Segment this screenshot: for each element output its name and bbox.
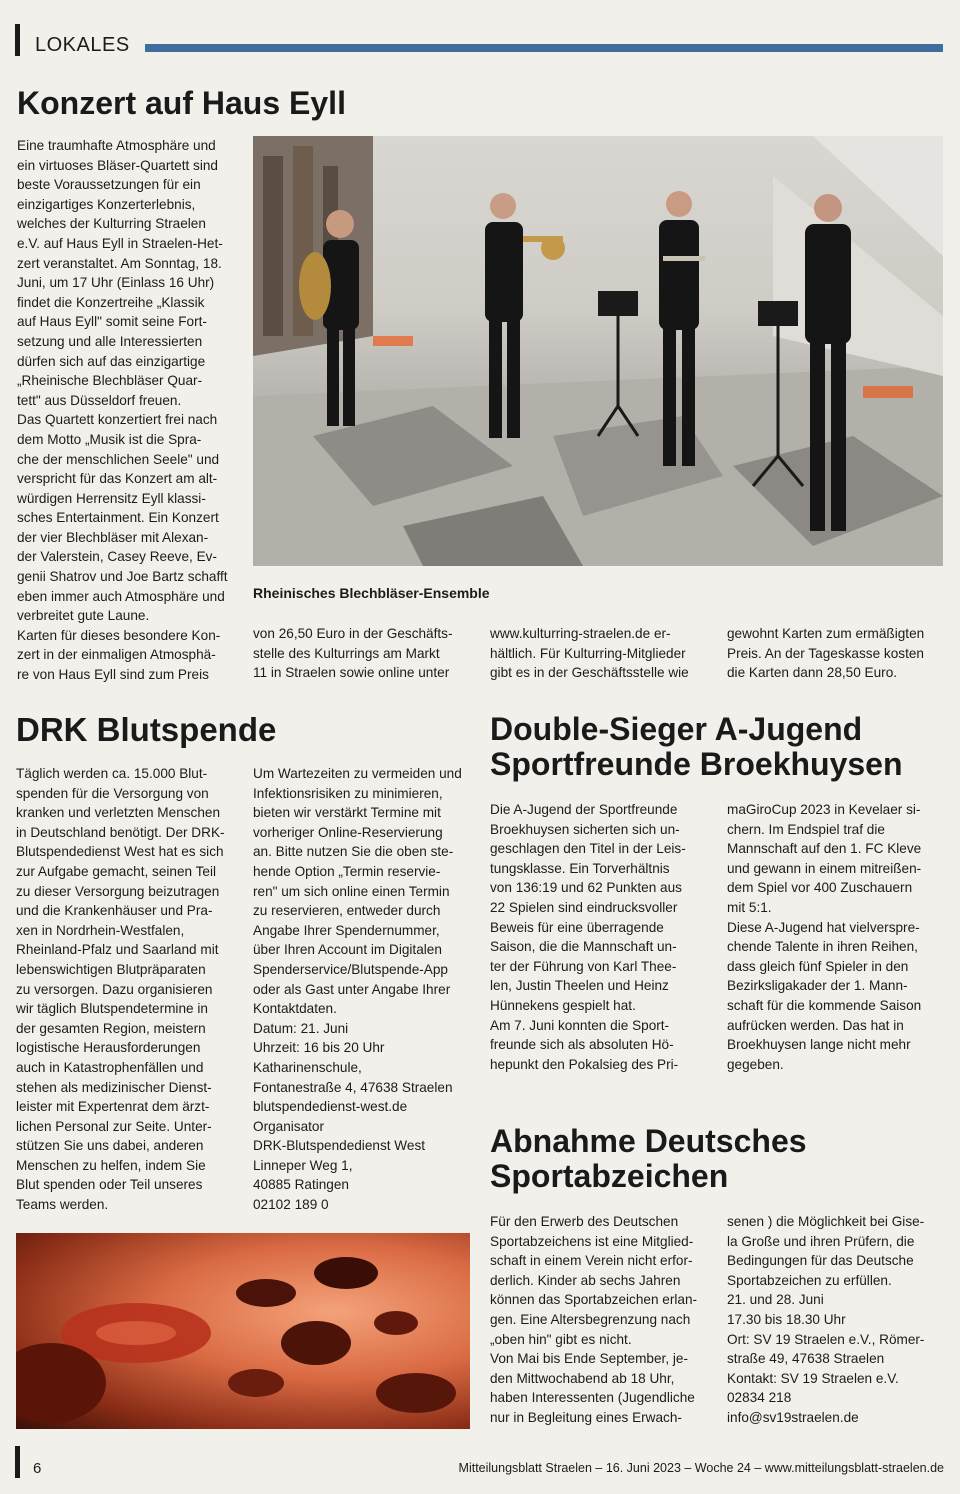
text-line: Kontaktdaten. [253,1001,337,1017]
text-line: lebenswichtigen Blutpräparaten [16,961,206,977]
text-line: welches der Kulturring Straelen [17,216,206,232]
text-line: Datum: 21. Juni [253,1020,349,1036]
article3-title [490,712,950,782]
text-line: freunde sich als absoluten Hö- [490,1037,674,1053]
text-line: chende Talente in ihren Reihen, [727,939,918,955]
text-line: Blut spenden oder Teil unseres [16,1177,203,1193]
text-line: kranken und verletzten Menschen [16,805,221,821]
text-line: schaft in einem Verein nicht erfor- [490,1253,693,1269]
article1-column-3 [490,624,706,683]
text-line: vorheriger Online-Reservierung [253,824,443,840]
text-line: tungsklasse. Ein Torverhältnis [490,860,670,876]
text-line: dass gleich fünf Spieler in den [727,958,909,974]
text-line: stelle des Kulturrings am Markt [253,645,440,661]
text-line: Broekhuysen lange nicht mehr [727,1037,911,1053]
text-line: auf Haus Eyll" somit seine Fort- [17,314,207,330]
text-line: xen in Nordrhein-Westfalen, [16,922,185,938]
article3-column-2 [727,800,943,1074]
text-line: Linneper Weg 1, [253,1157,353,1173]
text-line: Bezirksligakader der 1. Mann- [727,978,908,994]
text-line: zert in der einmaligen Atmosphä- [17,647,216,663]
text-line: stützen Sie uns dabei, anderen [16,1138,204,1154]
text-line: und die Krankenhäuser und Pra- [16,903,213,919]
text-line: mit 5:1. [727,899,772,915]
text-line: len, Justin Theelen und Heinz [490,978,669,994]
text-line: leister mit Expertenrat dem ärzt- [16,1099,210,1115]
text-line: über Ihren Account im Digitalen [253,942,442,958]
text-line: sches Entertainment. Ein Konzert [17,510,219,526]
text-line: straße 49, 47638 Straelen [727,1351,885,1367]
text-line: gibt es in der Geschäftsstelle wie [490,665,689,681]
text-line: oder als Gast unter Angabe Ihrer [253,981,451,997]
text-line: die Karten dann 28,50 Euro. [727,665,898,681]
text-line: ren" um sich online einen Termin [253,883,450,899]
text-line: würdigen Herrensitz Eyll klassi- [17,490,206,506]
text-line: wir täglich Blutspendetermine in [16,1001,208,1017]
text-line: Broekhuysen sicherten sich un- [490,821,680,837]
text-line: findet die Konzertreihe „Klassik [17,294,205,310]
text-line: schaft für die kommende Saison [727,997,922,1013]
text-line: beste Voraussetzungen für ein [17,177,201,193]
text-line: Am 7. Juni konnten die Sport- [490,1017,670,1033]
text-line: Saison, die die Mannschaft un- [490,939,677,955]
text-line: setzung und alle Interessierten [17,333,203,349]
text-line: Ort: SV 19 Straelen e.V., Römer- [727,1331,925,1347]
text-line: ein virtuoses Bläser-Quartett sind [17,157,218,173]
text-line: bieten wir verstärkt Termine mit [253,805,441,821]
footer-marker [15,1446,20,1478]
text-line: der gesamten Region, meistern [16,1020,206,1036]
text-line: der Valerstein, Casey Reeve, Ev- [17,549,217,565]
concert-photo [253,136,943,566]
text-line: genii Shatrov und Joe Bartz schafft [17,569,228,585]
text-line: www.kulturring-straelen.de er- [490,626,671,641]
text-line: „oben hin" gibt es nicht. [490,1331,632,1347]
blood-cells-image [16,1233,470,1429]
text-line: haben Interessenten (Jugendliche [490,1390,695,1406]
text-line: „Rheinische Blechbläser Quar- [17,373,203,389]
text-line: lichen Personal zur Seite. Unter- [16,1118,212,1134]
text-line: Fontanestraße 4, 47638 Straelen [253,1079,453,1095]
text-line: Die A-Jugend der Sportfreunde [490,802,678,817]
text-line: Bedingungen für das Deutsche [727,1253,914,1269]
text-line: Rheinland-Pfalz und Saarland mit [16,942,219,958]
text-line: re von Haus Eyll sind zum Preis [17,667,209,683]
text-line: spenden für die Versorgung von [16,785,209,801]
text-line: auch in Katastrophenfällen und [16,1059,204,1075]
article2-column-2 [253,764,470,1215]
text-line: hältlich. Für Kulturring-Mitglieder [490,645,686,661]
text-line: zert veranstaltet. Am Sonntag, 18. [17,255,222,271]
article1-title: Konzert auf Haus Eyll [17,85,346,121]
article1-column-2 [253,624,469,683]
text-line: Menschen zu helfen, indem Sie [16,1157,206,1173]
article1-column-4 [727,624,943,683]
page-number: 6 [33,1460,42,1477]
text-line: von 26,50 Euro in der Geschäfts- [253,626,453,641]
text-line: Für den Erwerb des Deutschen [490,1214,679,1229]
text-line: zur Aufgabe gemacht, seinen Teil [16,863,217,879]
text-line: blutspendedienst-west.de [253,1099,408,1115]
text-line: la Große und ihren Prüfern, die [727,1233,915,1249]
section-rule [145,44,943,52]
text-line: gegeben. [727,1056,784,1072]
text-line: einzigartiges Konzerterlebnis, [17,196,196,212]
text-line: Juni, um 17 Uhr (Einlass 16 Uhr) [17,275,215,291]
text-line: Spenderservice/Blutspende-App [253,961,448,977]
text-line: Sportabzeichens ist eine Mitglied- [490,1233,694,1249]
text-line: Beweis für eine überragende [490,919,664,935]
article4-column-1 [490,1212,706,1428]
text-line: und gewann in einem mitreißen- [727,860,922,876]
text-line: zu dieser Versorgung beizutragen [16,883,220,899]
text-line: Von Mai bis Ende September, je- [490,1351,688,1367]
text-line: dem Spiel vor 400 Zuschauern [727,880,913,896]
article4-title-line2: Sportabzeichen [490,1158,729,1195]
text-line: zu versorgen. Dazu organisieren [16,981,213,997]
text-line: Mannschaft auf den 1. FC Kleve [727,841,922,857]
section-label: LOKALES [35,34,130,56]
text-line: Hünnekens gespielt hat. [490,997,636,1013]
text-line: der vier Blechbläser mit Alexan- [17,529,209,545]
article3-title-line1: Double-Sieger A-Jugend [490,711,863,747]
text-line: dürfen sich auf das einzigartige [17,353,206,369]
text-line: Uhrzeit: 16 bis 20 Uhr [253,1040,385,1056]
footer-meta: Mitteilungsblatt Straelen – 16. Juni 2023 – Woche 24 – www.mitteilungsblatt-straelen.de [458,1461,944,1475]
photo-caption: Rheinisches Blechbläser-Ensemble [253,585,490,601]
text-line: Infektionsrisiken zu minimieren, [253,785,443,801]
text-line: Preis. An der Tageskasse kosten [727,645,924,661]
article3-column-1 [490,800,706,1074]
text-line: ter der Führung von Karl Thee- [490,958,677,974]
text-line: geschlagen den Titel in der Leis- [490,841,686,857]
text-line: Teams werden. [16,1197,109,1213]
article2-title: DRK Blutspende [16,711,277,748]
article4-column-2 [727,1212,943,1428]
text-line: 40885 Ratingen [253,1177,349,1193]
text-line: eben immer auch Atmosphäre und [17,588,225,604]
text-line: Karten für dieses besondere Kon- [17,627,221,643]
text-line: gewohnt Karten zum ermäßigten [727,626,925,641]
text-line: 02102 189 0 [253,1197,329,1213]
text-line: Blutspendedienst West hat es sich [16,844,224,860]
text-line: Eine traumhafte Atmosphäre und [17,138,216,153]
text-line: 11 in Straelen sowie online unter [253,665,450,681]
text-line: 17.30 bis 18.30 Uhr [727,1311,846,1327]
text-line: 02834 218 [727,1390,792,1406]
text-line: verbreitet gute Laune. [17,608,150,624]
text-line: Das Quartett konzertiert frei nach [17,412,218,428]
text-line: chern. Im Endspiel traf die [727,821,885,837]
text-line: e.V. auf Haus Eyll in Straelen-Het- [17,235,223,251]
text-line: senen ) die Möglichkeit bei Gise- [727,1214,925,1229]
text-line: Katharinenschule, [253,1059,362,1075]
text-line: nur in Begleitung eines Erwach- [490,1409,682,1425]
text-line: Um Wartezeiten zu vermeiden und [253,766,462,781]
text-line: an. Bitte nutzen Sie die oben ste- [253,844,454,860]
text-line: stehen als medizinischer Dienst- [16,1079,212,1095]
text-line: 21. und 28. Juni [727,1292,824,1308]
text-line: Organisator [253,1118,325,1134]
text-line: Diese A-Jugend hat vielverspre- [727,919,920,935]
text-line: von 136:19 und 62 Punkten aus [490,880,682,896]
concert-photo-image [253,136,943,566]
text-line: maGiroCup 2023 in Kevelaer si- [727,802,921,817]
article4-title [490,1124,950,1194]
article3-title-line2: Sportfreunde Broekhuysen [490,746,903,783]
text-line: zu reservieren, entweder durch [253,903,441,919]
text-line: aufrücken werden. Das hat in [727,1017,904,1033]
text-line: hepunkt den Pokalsieg des Pri- [490,1056,679,1072]
text-line: tett" aus Düsseldorf freuen. [17,392,182,408]
text-line: dem Motto „Musik ist die Spra- [17,431,202,447]
text-line: hende Option „Termin reservie- [253,863,441,879]
text-line: derlich. Kinder ab sechs Jahren [490,1272,681,1288]
article1-lead-column [17,136,233,685]
section-marker [15,24,20,56]
text-line: gen. Eine Altersbegrenzung nach [490,1311,691,1327]
text-line: 22 Spielen sind eindrucksvoller [490,899,678,915]
text-line: DRK-Blutspendedienst West [253,1138,426,1154]
text-line: verspricht für das Konzert am alt- [17,471,218,487]
text-line: den Mittwochabend ab 18 Uhr, [490,1370,675,1386]
text-line: in Deutschland benötigt. Der DRK- [16,824,225,840]
text-line: Angabe Ihrer Spendernummer, [253,922,440,938]
article1-lead-text [17,136,233,685]
text-line: Sportabzeichen zu erfüllen. [727,1272,892,1288]
blood-cells-illustration [16,1233,470,1429]
text-line: Täglich werden ca. 15.000 Blut- [16,766,208,781]
article2-column-1 [16,764,233,1215]
text-line: che der menschlichen Seele" und [17,451,220,467]
text-line: können das Sportabzeichen erlan- [490,1292,698,1308]
article4-title-line1: Abnahme Deutsches [490,1123,807,1159]
text-line: logistische Herausforderungen [16,1040,201,1056]
text-line: Kontakt: SV 19 Straelen e.V. [727,1370,899,1386]
text-line: info@sv19straelen.de [727,1409,859,1425]
